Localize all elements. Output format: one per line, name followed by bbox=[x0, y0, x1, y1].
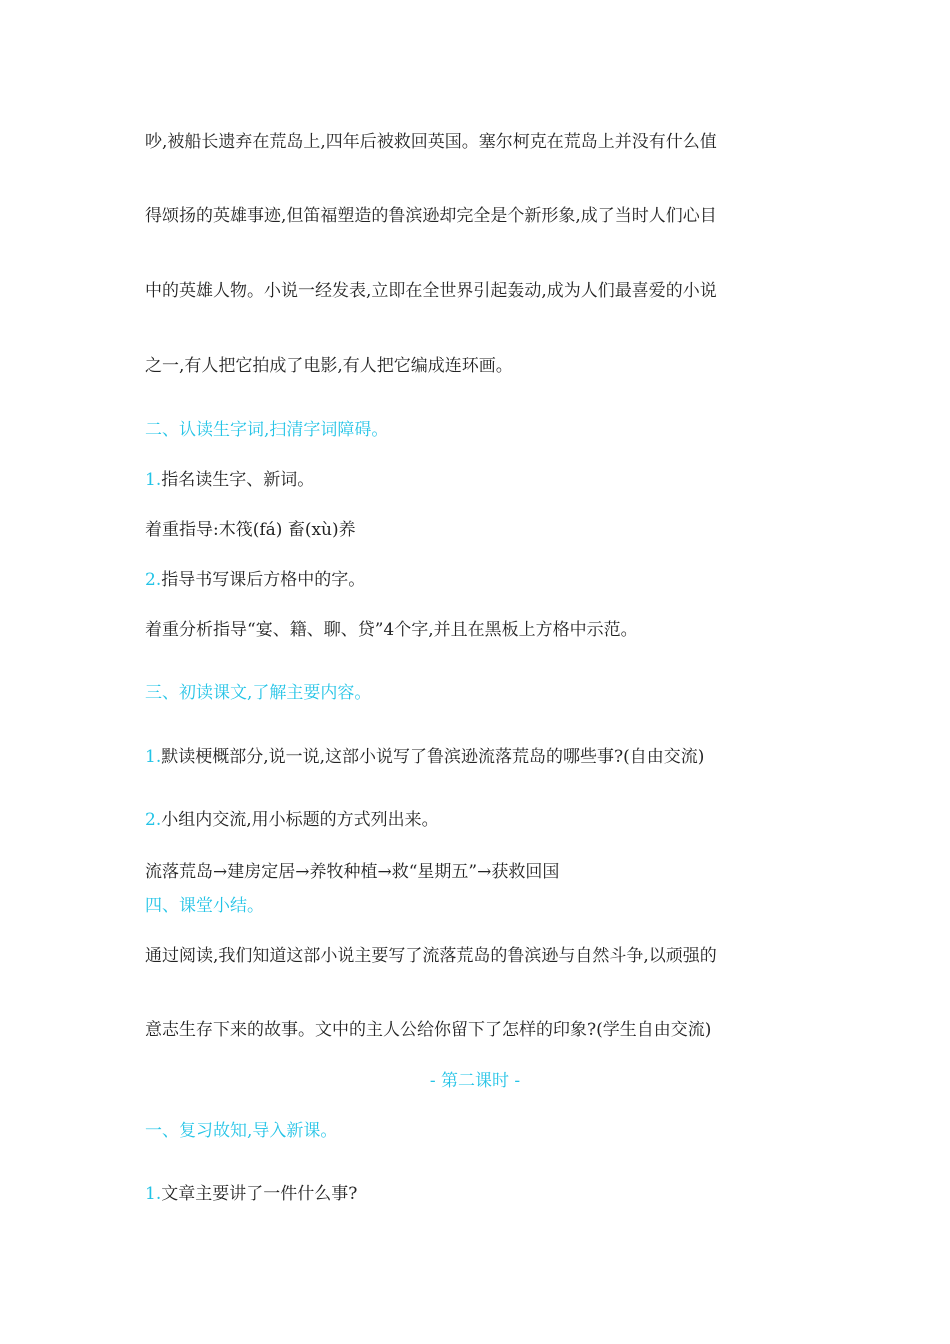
section3-item-2 bbox=[145, 809, 439, 831]
section3-item-1 bbox=[145, 746, 704, 768]
section4-line-2: 意志生存下来的故事。文中的主人公给你留下了怎样的印象?(学生自由交流) bbox=[145, 1020, 712, 1040]
item-number: 2. bbox=[145, 810, 162, 830]
intro-line-3: 中的英雄人物。小说一经发表,立即在全世界引起轰动,成为人们最喜爱的小说 bbox=[145, 281, 717, 301]
section4-heading: 四、课堂小结。 bbox=[145, 896, 264, 916]
section4-line-1: 通过阅读,我们知道这部小说主要写了流落荒岛的鲁滨逊与自然斗争,以顽强的 bbox=[145, 946, 717, 966]
section3-heading: 三、初读课文,了解主要内容。 bbox=[145, 683, 372, 703]
section2-item-1 bbox=[145, 469, 314, 491]
item-number: 1. bbox=[145, 470, 162, 490]
section3-flow: 流落荒岛→建房定居→养牧种植→救“星期五”→获救回国 bbox=[145, 862, 560, 882]
intro-line-1: 吵,被船长遗弃在荒岛上,四年后被救回英国。塞尔柯克在荒岛上并没有什么值 bbox=[145, 132, 717, 152]
item-text: 小组内交流,用小标题的方式列出来。 bbox=[161, 810, 439, 830]
intro-line-4: 之一,有人把它拍成了电影,有人把它编成连环画。 bbox=[145, 356, 513, 376]
section2-heading: 二、认读生字词,扫清字词障碍。 bbox=[145, 420, 389, 440]
item-text: 默读梗概部分,说一说,这部小说写了鲁滨逊流落荒岛的哪些事?(自由交流) bbox=[161, 747, 705, 767]
section2-item-2 bbox=[145, 569, 365, 591]
item-number: 1. bbox=[145, 747, 162, 767]
lesson2-item-1 bbox=[145, 1183, 357, 1205]
intro-line-2: 得颂扬的英雄事迹,但笛福塑造的鲁滨逊却完全是个新形象,成了当时人们心目 bbox=[145, 206, 717, 226]
lesson2-heading: 一、复习故知,导入新课。 bbox=[145, 1121, 338, 1141]
item-text: 文章主要讲了一件什么事? bbox=[161, 1184, 358, 1204]
item-number: 2. bbox=[145, 570, 162, 590]
section2-note-1: 着重指导:木筏(fá) 畜(xù)养 bbox=[145, 520, 356, 540]
item-text: 指名读生字、新词。 bbox=[161, 470, 315, 490]
lesson2-title: - 第二课时 - bbox=[429, 1071, 521, 1091]
item-text: 指导书写课后方格中的字。 bbox=[161, 570, 366, 590]
item-number: 1. bbox=[145, 1184, 162, 1204]
section2-note-2: 着重分析指导“宴、籍、聊、贷”4个字,并且在黑板上方格中示范。 bbox=[145, 620, 638, 640]
